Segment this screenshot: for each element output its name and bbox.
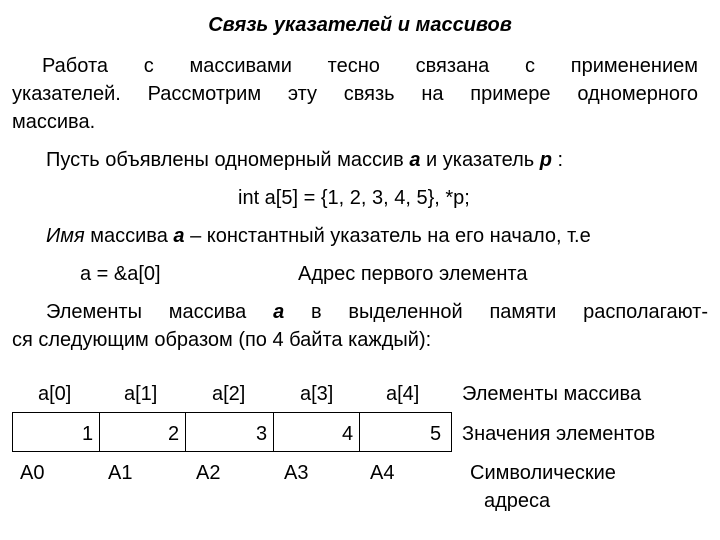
layout-line-1: [46, 298, 708, 326]
name-line-text-2: – константный указатель на его начало, т.е: [184, 225, 591, 247]
layout-text-2: в выделенной памяти располагают-: [284, 301, 709, 323]
declaration-text-1: Пусть объявлены одномерный массив: [46, 149, 410, 171]
layout-text-1: Элементы массива: [46, 301, 274, 323]
addresses-caption-2: адреса: [484, 490, 551, 512]
value-4: 5: [430, 423, 442, 445]
addresses-caption-1: Символические: [470, 462, 616, 484]
declaration-line: [46, 146, 563, 174]
intro-line-2: указателей. Рассмотрим эту связь на примере одномерного: [12, 83, 698, 105]
declaration-text-3: :: [551, 149, 564, 171]
address-0: A0: [20, 462, 45, 484]
memory-cells: [12, 412, 452, 452]
element-label-4: a[4]: [386, 383, 420, 405]
code-declaration: int a[5] = {1, 2, 3, 4, 5}, *p;: [238, 187, 470, 209]
value-1: 2: [168, 423, 180, 445]
cell-divider: [99, 413, 100, 451]
element-label-0: a[0]: [38, 383, 72, 405]
equation-description: Адрес первого элемента: [298, 263, 528, 285]
equation-expression: a = &a[0]: [80, 263, 161, 285]
declaration-text-2: и указатель: [420, 149, 540, 171]
elements-caption: Элементы массива: [462, 383, 642, 405]
element-label-3: a[3]: [300, 383, 334, 405]
cell-divider: [273, 413, 274, 451]
values-caption: Значения элементов: [462, 423, 656, 445]
cell-divider: [359, 413, 360, 451]
value-3: 4: [342, 423, 354, 445]
address-2: A2: [196, 462, 221, 484]
name-line-a: a: [173, 225, 185, 247]
intro-line-3: массива.: [12, 111, 96, 133]
cell-divider: [185, 413, 186, 451]
intro-line-1: Работа с массивами тесно связана с применением: [42, 55, 698, 77]
value-0: 1: [82, 423, 94, 445]
array-name-a: a: [409, 149, 421, 171]
slide-title: Связь указателей и массивов: [208, 14, 512, 36]
layout-a: a: [273, 301, 285, 323]
name-line-text-1: массива: [84, 225, 174, 247]
value-2: 3: [256, 423, 268, 445]
address-3: A3: [284, 462, 309, 484]
address-4: A4: [370, 462, 395, 484]
address-1: A1: [108, 462, 133, 484]
pointer-name-p: p: [539, 149, 552, 171]
element-label-1: a[1]: [124, 383, 158, 405]
array-name-line: [46, 222, 591, 250]
name-word: Имя: [46, 225, 85, 247]
element-label-2: a[2]: [212, 383, 246, 405]
layout-line-2: ся следующим образом (по 4 байта каждый):: [12, 329, 432, 351]
